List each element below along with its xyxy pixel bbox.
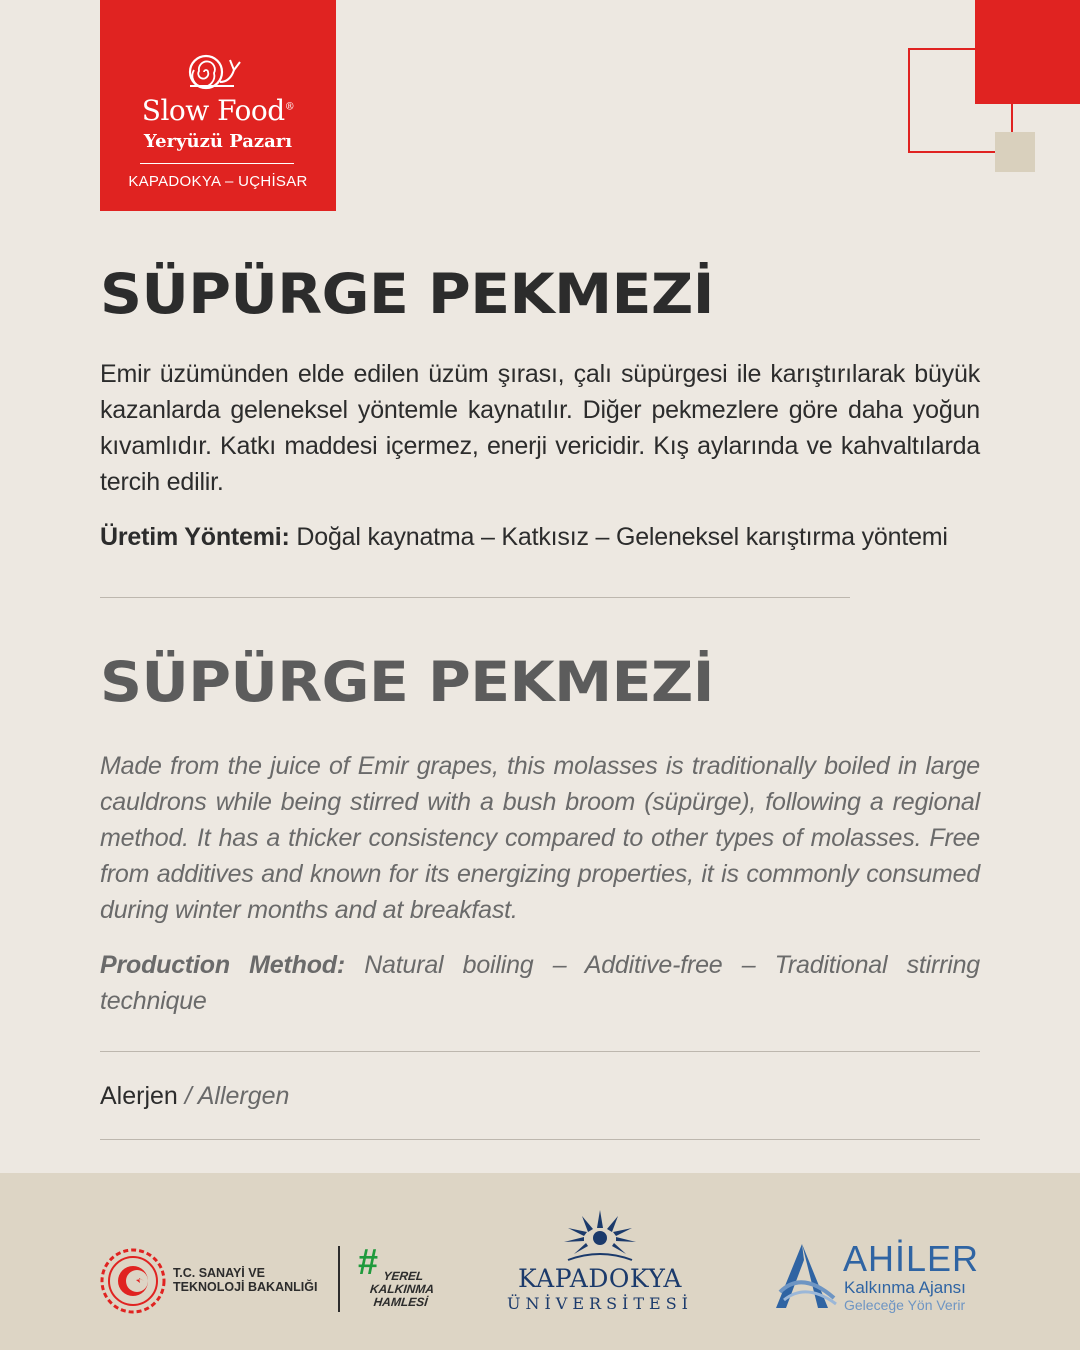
slow-food-badge bbox=[100, 0, 336, 211]
product-title-en: SÜPÜRGE PEKMEZİ bbox=[100, 650, 714, 714]
agency-subtitle: Kalkınma Ajansı bbox=[844, 1278, 966, 1297]
production-method-en bbox=[100, 947, 980, 1019]
university-subtitle: ÜNİVERSİTESİ bbox=[507, 1294, 693, 1313]
description-tr: Emir üzümünden elde edilen üzüm şırası, çalı süpürgesi ile karıştırılarak büyük kazanlarda geleneksel yöntemle kaynatılır. Diğer pekmezlere göre daha yoğun kıvamlıdır. Katkı maddesi içermez, enerji vericidir. Kış aylarında ve kahvaltılarda tercih edilir. bbox=[100, 360, 980, 496]
method-value-en: Natural boiling – Additive-free – Traditional stirring technique bbox=[100, 951, 980, 1015]
ministry-line-2: TEKNOLOJİ BAKANLIĞI bbox=[173, 1280, 318, 1294]
snail-icon bbox=[186, 52, 248, 90]
allergen-tr: Alerjen bbox=[100, 1082, 178, 1110]
ministry-line-1: T.C. SANAYİ VE bbox=[173, 1266, 265, 1280]
agency-name: AHİLER bbox=[843, 1238, 980, 1279]
campaign-line-2: KALKINMA bbox=[369, 1282, 435, 1296]
brand-name: Slow Food® bbox=[141, 94, 295, 127]
allergen-label bbox=[100, 1078, 289, 1114]
badge-divider bbox=[140, 163, 294, 164]
ministry-seal-icon bbox=[100, 1248, 166, 1314]
ahiler-wave-icon bbox=[772, 1240, 842, 1312]
allergen-divider-top bbox=[100, 1051, 980, 1052]
campaign-line-1: YEREL bbox=[382, 1269, 425, 1283]
allergen-divider-bottom bbox=[100, 1139, 980, 1140]
hashtag-icon: # bbox=[358, 1241, 379, 1282]
section-divider bbox=[100, 597, 850, 598]
location-label: KAPADOKYA – UÇHİSAR bbox=[128, 173, 308, 190]
product-title-tr: SÜPÜRGE PEKMEZİ bbox=[100, 262, 714, 326]
brand-subtitle: Yeryüzü Pazarı bbox=[143, 131, 293, 152]
allergen-en: / Allergen bbox=[177, 1082, 290, 1110]
ministry-name bbox=[173, 1266, 343, 1294]
method-label-tr: Üretim Yöntemi: bbox=[100, 523, 290, 551]
decorative-beige-square bbox=[995, 132, 1035, 172]
footer-separator bbox=[338, 1246, 340, 1312]
campaign-line-3: HAMLESİ bbox=[372, 1295, 429, 1309]
agency-slogan: Geleceğe Yön Verir bbox=[844, 1297, 966, 1313]
method-label-en: Production Method: bbox=[100, 951, 345, 979]
production-method-tr bbox=[100, 519, 980, 555]
university-sunburst-icon bbox=[562, 1208, 638, 1264]
description-en: Made from the juice of Emir grapes, this molasses is traditionally boiled in large cauldrons while being stirred with a bush broom (süpürge), following a regional method. It has a thicker consistency compared to other types of molasses. Free from additives and known for its energizing properties, it is commonly consumed during winter months and at breakfast. bbox=[100, 752, 980, 924]
method-value-tr: Doğal kaynatma – Katkısız – Geleneksel karıştırma yöntemi bbox=[289, 523, 948, 551]
university-name: KAPADOKYA bbox=[518, 1264, 682, 1293]
campaign-logo bbox=[360, 1270, 444, 1309]
